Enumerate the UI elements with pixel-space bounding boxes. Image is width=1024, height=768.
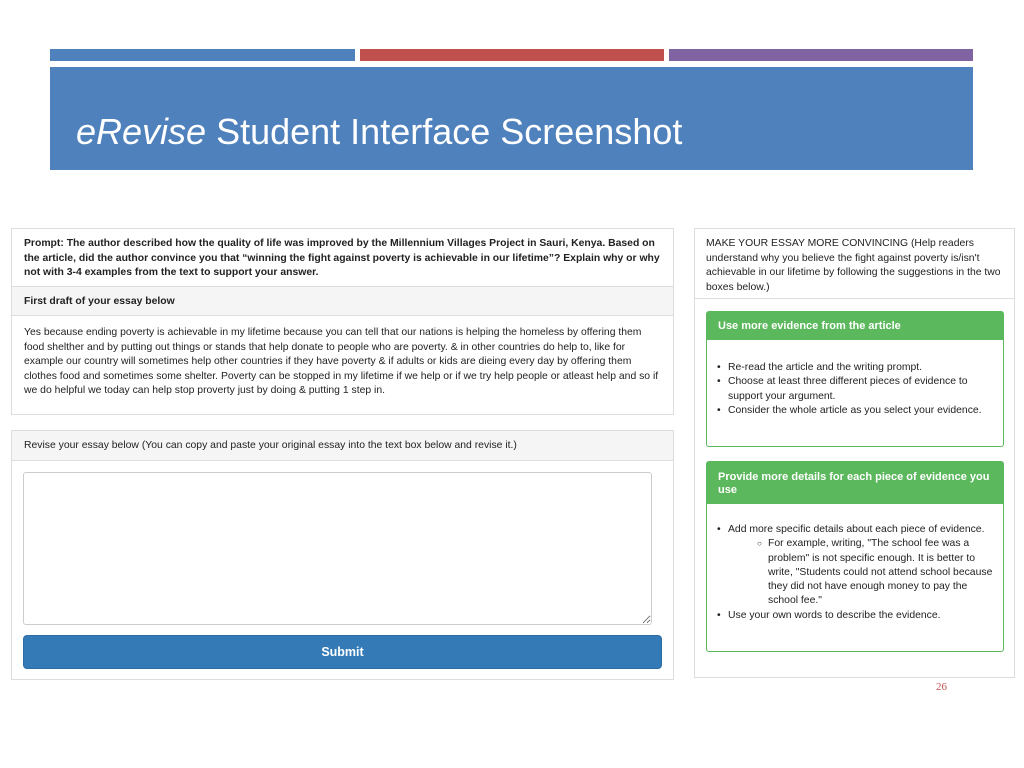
list-item: [757, 537, 993, 608]
revise-essay-textarea[interactable]: [23, 472, 652, 625]
evidence-card-list: [707, 361, 1003, 418]
advice-panel: [694, 228, 1015, 678]
details-card-title: Provide more details for each piece of evidence you use: [707, 462, 1003, 504]
list-item: [717, 404, 993, 418]
revise-panel: [11, 430, 674, 680]
first-draft-header: First draft of your essay below: [12, 286, 673, 316]
title-banner: [50, 67, 973, 170]
evidence-card-title: Use more evidence from the article: [707, 312, 1003, 340]
list-item-text: Add more specific details about each piece of evidence.: [728, 524, 985, 535]
list-item-text: Re-read the article and the writing prompt.: [728, 362, 923, 373]
bullet-icon: •: [717, 404, 721, 416]
list-item-text: For example, writing, "The school fee was a problem" is not specific enough. It is better to write, "Students could not attend school because they did not have enough money to pay the school fee.": [768, 538, 993, 607]
list-item-text: Consider the whole article as you select your evidence.: [728, 404, 982, 416]
bullet-icon: •: [717, 376, 721, 388]
bullet-icon: •: [717, 362, 721, 373]
list-item-text: Choose at least three different pieces of evidence to support your argument.: [728, 376, 968, 402]
list-item: [717, 523, 993, 609]
prompt-panel: [11, 228, 674, 415]
slide-title-rest: Student Interface Screenshot: [206, 111, 683, 152]
details-card-list: [707, 523, 1003, 623]
details-card: [706, 461, 1004, 652]
bullet-icon: •: [717, 609, 721, 621]
accent-stripe-purple: [669, 49, 973, 61]
list-item-text: Use your own words to describe the evidence.: [728, 609, 941, 621]
revise-header: Revise your essay below (You can copy and paste your original essay into the text box below and revise it.): [12, 431, 673, 461]
first-draft-text: Yes because ending poverty is achievable in my lifetime because you can tell that our nations is helping the homeless by offering them food shelther and by putting out things or stands that help donate to people who are poverty. & in other countries do help to, like for example our country will sometimes help other countries if they have poverty & if adults or kids are dieing every day by offering them clothes food and sometimes some shelter. Poverty can be stopped in my lifetime if we help or if we try help people or atleast help and so if we do helpful we today can help stop proverty just by doing & putting 1 step in.: [24, 327, 659, 396]
essay-prompt: Prompt: The author described how the quality of life was improved by the Millennium Villages Project in Sauri, Kenya. Based on the article, did the author convince you that “winning the fight against poverty is achievable in our lifetime”? Explain why or why not with 3-4 examples from the text to support your answer.: [24, 238, 660, 278]
bullet-icon: •: [717, 524, 721, 535]
advice-intro: MAKE YOUR ESSAY MORE CONVINCING (Help readers understand why you believe the fight against poverty is/isn't achievable in our lifetime by following the suggestions in the two boxes below.): [695, 229, 1014, 299]
list-item: [717, 609, 993, 623]
accent-stripe-blue: [50, 49, 355, 61]
details-sub-list: [728, 537, 993, 608]
accent-stripe-red: [360, 49, 664, 61]
evidence-card: [706, 311, 1004, 447]
list-item: [717, 361, 993, 375]
circle-bullet-icon: ○: [757, 539, 762, 549]
slide-title-italic: eRevise: [76, 111, 207, 152]
slide-title: [76, 111, 683, 152]
submit-button[interactable]: Submit: [23, 635, 662, 669]
list-item: [717, 375, 993, 404]
page-number: 26: [936, 681, 947, 693]
